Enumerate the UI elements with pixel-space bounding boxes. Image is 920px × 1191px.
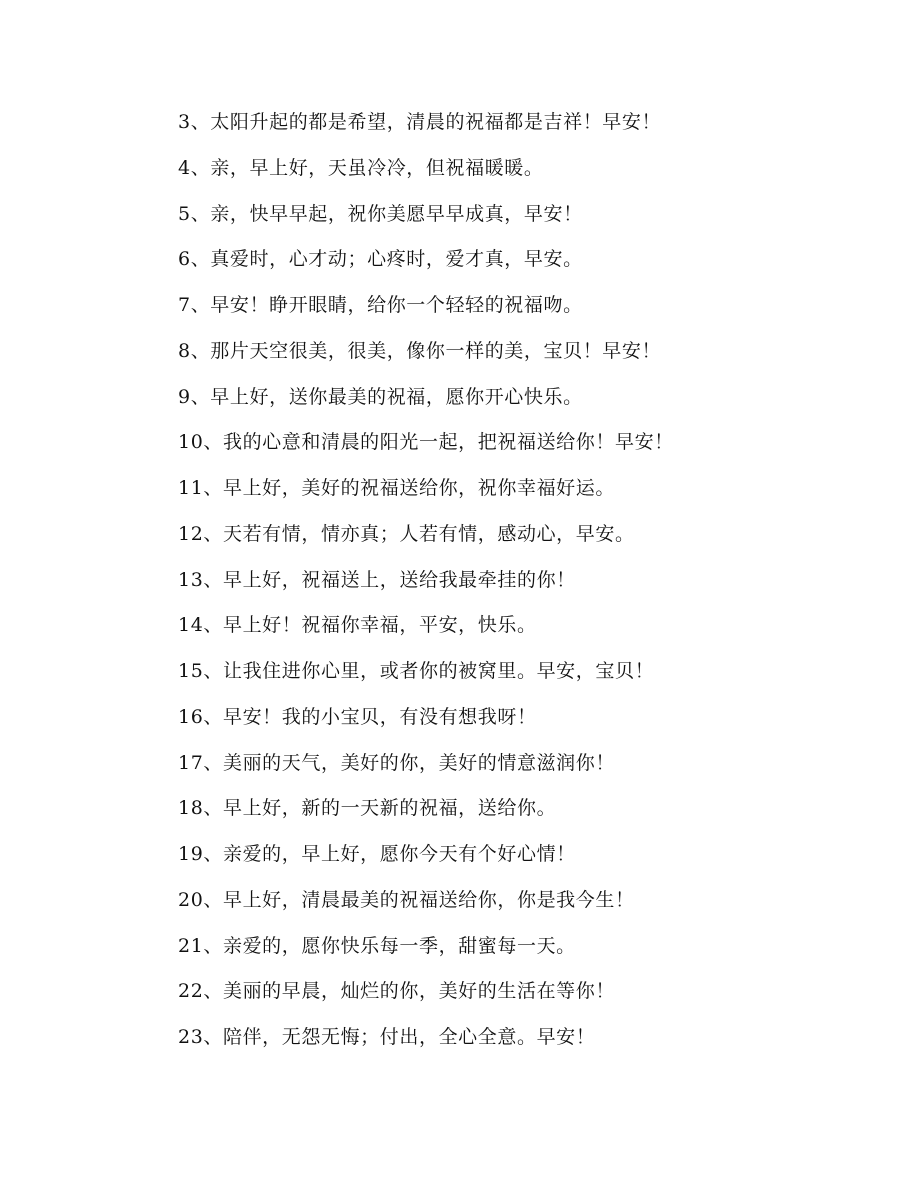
list-item: 13、早上好，祝福送上，送给我最牵挂的你！ (178, 568, 576, 591)
list-item: 7、早安！睁开眼睛，给你一个轻轻的祝福吻。 (178, 294, 583, 316)
list-item: 3、太阳升起的都是希望，清晨的祝福都是吉祥！早安！ (178, 111, 662, 133)
list-item: 18、早上好，新的一天新的祝福，送给你。 (178, 797, 557, 820)
list-item: 6、真爱时，心才动；心疼时，爱才真，早安。 (178, 248, 583, 271)
list-item: 12、天若有情，情亦真；人若有情，感动心，早安。 (178, 522, 635, 545)
list-item: 4、亲，早上好，天虽冷冷，但祝福暖暖。 (178, 156, 544, 179)
list-item: 16、早安！我的小宝贝，有没有想我呀！ (178, 705, 537, 728)
list-item: 23、陪伴，无怨无悔；付出，全心全意。早安！ (178, 1026, 596, 1048)
list-item: 5、亲，快早早起，祝你美愿早早成真，早安！ (178, 202, 583, 225)
list-item: 17、美丽的天气，美好的你，美好的情意滋润你！ (178, 751, 615, 774)
list-item: 20、早上好，清晨最美的祝福送给你，你是我今生！ (178, 888, 635, 911)
list-item: 14、早上好！祝福你幸福，平安，快乐。 (178, 614, 537, 637)
list-item: 22、美丽的早晨，灿烂的你，美好的生活在等你！ (178, 980, 615, 1003)
list-item: 10、我的心意和清晨的阳光一起，把祝福送给你！早安！ (178, 431, 674, 454)
list-item: 8、那片天空很美，很美，像你一样的美，宝贝！早安！ (178, 339, 662, 362)
list-item: 11、早上好，美好的祝福送给你，祝你幸福好运。 (178, 477, 615, 499)
list-item: 9、早上好，送你最美的祝福，愿你开心快乐。 (178, 385, 583, 408)
list-item: 21、亲爱的，愿你快乐每一季，甜蜜每一天。 (178, 934, 576, 957)
list-item: 19、亲爱的，早上好，愿你今天有个好心情！ (178, 843, 576, 865)
list-item: 15、让我住进你心里，或者你的被窝里。早安，宝贝！ (178, 660, 655, 682)
greeting-list (178, 104, 878, 1065)
